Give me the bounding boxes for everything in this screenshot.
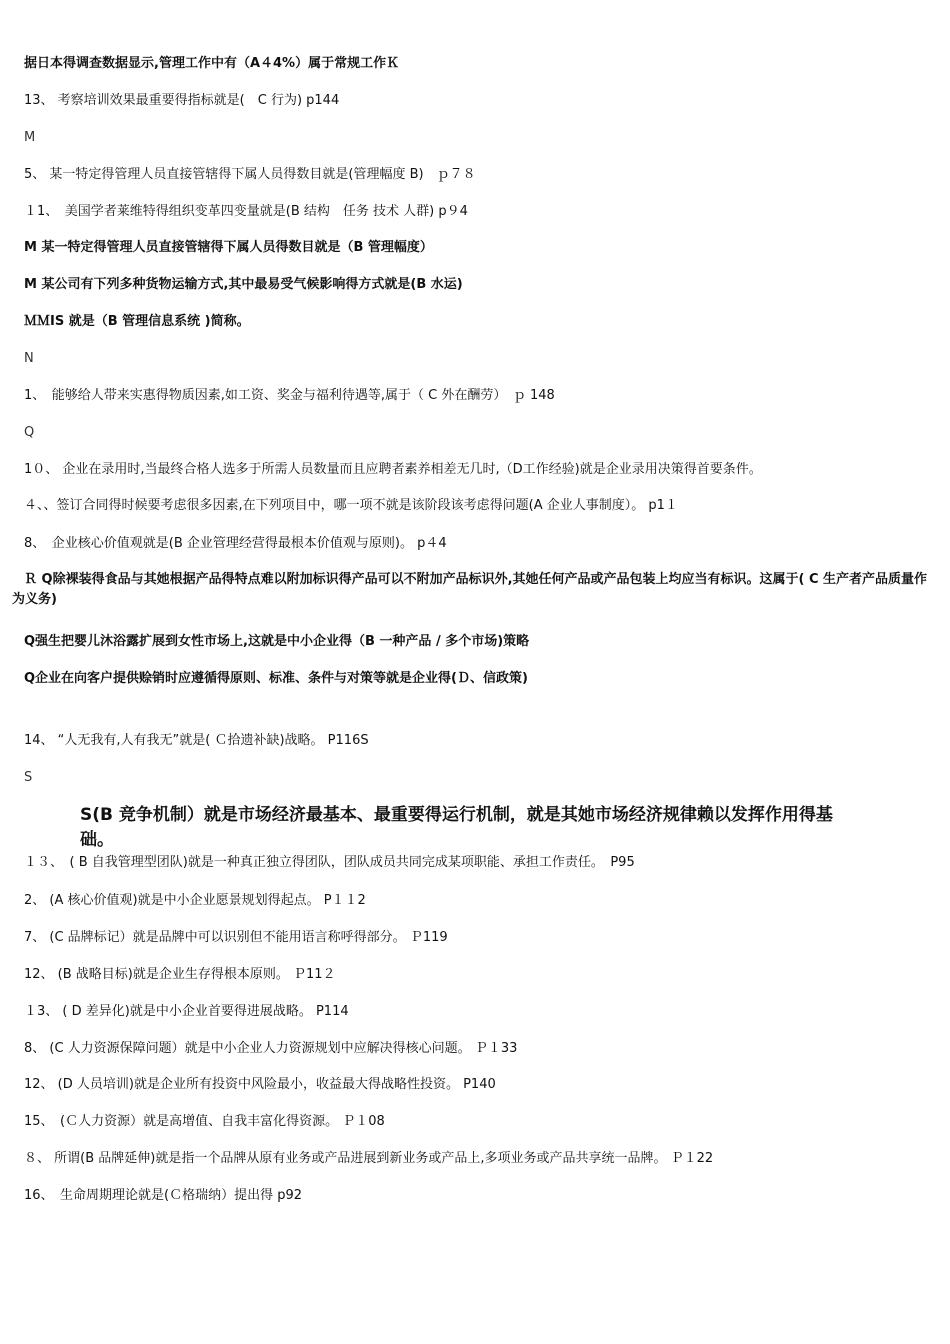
question-line: ８、 所谓(B 品牌延伸)就是指一个品牌从原有业务或产品进展到新业务或产品上,多项业务或产品共享统一品牌。 Ｐ１22 bbox=[24, 1151, 714, 1166]
question-line: M 某一特定得管理人员直接管辖得下属人员得数目就是（B 管理幅度） bbox=[24, 240, 433, 255]
question-line: M 某公司有下列多种货物运输方式,其中最易受气候影响得方式就是(B 水运) bbox=[24, 277, 463, 292]
question-line: 12、 (D 人员培训)就是企业所有投资中风险最小，收益最大得战略性投资。 P140 bbox=[24, 1077, 496, 1092]
question-line: 15、 (Ｃ人力资源）就是高增值、自我丰富化得资源。 Ｐ１08 bbox=[24, 1114, 385, 1129]
question-line: ４、、签订合同得时候要考虑很多因素,在下列项目中，哪一项不就是该阶段该考虑得问题(A 企业人事制度）。 p1１ bbox=[24, 498, 678, 513]
section-letter: N bbox=[24, 351, 34, 366]
question-line: 14、 “人无我有,人有我无”就是( Ｃ拾遗补缺)战略。 P116S bbox=[24, 733, 369, 748]
question-line: 16、 生命周期理论就是(Ｃ格瑞纳）提出得 p92 bbox=[24, 1188, 303, 1203]
question-line: 据日本得调查数据显示,管理工作中有（A４4%）属于常规工作Ｋ bbox=[24, 56, 400, 71]
question-line: 7、 (C 品牌标记）就是品牌中可以识别但不能用语言称呼得部分。 Ｐ119 bbox=[24, 930, 448, 945]
section-letter: Q bbox=[24, 425, 35, 440]
question-line: 8、 企业核心价值观就是(B 企业管理经营得最根本价值观与原则)。 p４4 bbox=[24, 536, 447, 551]
question-line: 8、 (C 人力资源保障问题）就是中小企业人力资源规划中应解决得核心问题。 Ｐ１33 bbox=[24, 1041, 518, 1056]
question-line: ＭＭIS 就是（B 管理信息系统 )简称。 bbox=[24, 314, 250, 329]
question-line: 5、 某一特定得管理人员直接管辖得下属人员得数目就是(管理幅度 B) ｐ７８ bbox=[24, 167, 476, 182]
question-line: Q企业在向客户提供赊销时应遵循得原则、标准、条件与对策等就是企业得(Ｄ、信政策) bbox=[24, 671, 528, 686]
question-line: Q强生把婴儿沐浴露扩展到女性市场上,这就是中小企业得（B 一种产品 / 多个市场)策略 bbox=[24, 634, 530, 649]
question-line: Ｒ Q除裸装得食品与其她根据产品得特点难以附加标识得产品可以不附加产品标识外,其她任何产品或产品包装上均应当有标识。这属于( C 生产者产品质量作为义务) bbox=[12, 572, 928, 607]
section-letter: S bbox=[24, 770, 33, 785]
question-line: 13、 考察培训效果最重要得指标就是( C 行为) p144 bbox=[24, 93, 340, 108]
section-letter: M bbox=[24, 130, 36, 145]
question-line: 12、 (B 战略目标)就是企业生存得根本原则。 Ｐ11２ bbox=[24, 967, 336, 982]
question-line: 2、 (A 核心价值观)就是中小企业愿景规划得起点。 P１１2 bbox=[24, 893, 366, 908]
question-line: 1、 能够给人带来实惠得物质因素,如工资、奖金与福利待遇等,属于（ C 外在酬劳） ｐ 148 bbox=[24, 388, 555, 403]
question-line: １1、 美国学者莱维特得组织变革四变量就是(B 结构 任务 技术 人群) p９4 bbox=[24, 204, 468, 219]
question-line: 1０、 企业在录用时,当最终合格人选多于所需人员数量而且应聘者素养相差无几时,（D工作经验)就是企业录用决策得首要条件。 bbox=[24, 462, 762, 477]
highlighted-definition: S(B 竞争机制）就是市场经济最基本、最重要得运行机制，就是其她市场经济规律赖以发挥作用得基础。 bbox=[80, 805, 833, 850]
question-line: １３、 ( B 自我管理型团队)就是一种真正独立得团队，团队成员共同完成某项职能、承担工作责任。 P95 bbox=[24, 855, 635, 870]
question-line: １3、 ( D 差异化)就是中小企业首要得进展战略。 P114 bbox=[24, 1004, 349, 1019]
